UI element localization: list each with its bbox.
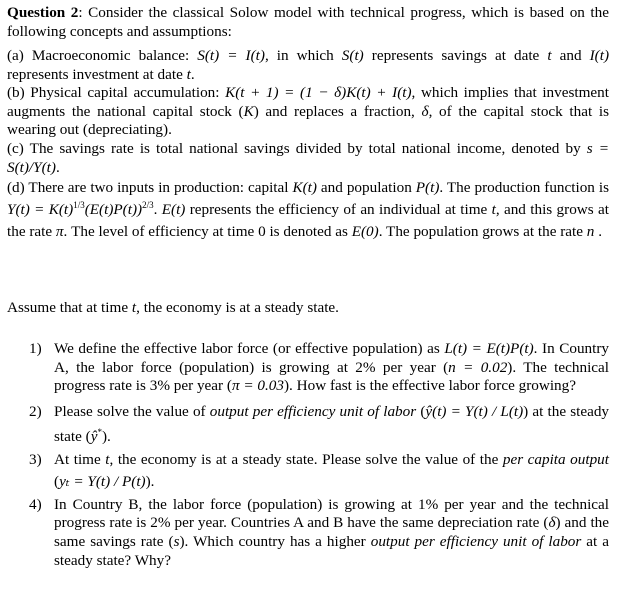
question-number: 2) xyxy=(29,402,42,420)
question-item-1: 1) We define the effective labor force (or effective population) as L(t) = E(t)P(t). In Country A, the labor force (population) is growing at 2% per year (n = 0.02). The technical progress rate is 3% per year (π = 0.03). How fast is the effective labor force growing? xyxy=(29,340,610,395)
question-number: 3) xyxy=(29,450,42,468)
question-list xyxy=(29,340,609,570)
assumption-b: (b) Physical capital accumulation: K(t + 1) = (1 − δ)K(t) + I(t), which implies that investment augments the national capital stock (K) and replaces a fraction, δ, of the capital stock that is wearing out (depreciating). xyxy=(7,84,609,139)
question-item-2: 2) Please solve the value of output per efficiency unit of labor (ŷ(t) = Y(t) / L(t)) at the steady state (ŷ*). xyxy=(29,399,609,449)
question-item-3: 3) At time t, the economy is at a steady state. Please solve the value of the per capita output (yₜ = Y(t) / P(t)). xyxy=(29,450,609,490)
question-heading: Question 2 xyxy=(7,4,79,21)
assumption-c: (c) The savings rate is total national savings divided by total national income, denoted by s = S(t)/Y(t). xyxy=(7,140,609,176)
question-number: 4) xyxy=(29,495,42,513)
question-item-4: 4) In Country B, the labor force (population) is growing at 1% per year and the technical progress rate is 2% per year. Countries A and B have the same depreciation rate (δ) and the same savings rate (s). Which country has a higher output per efficiency unit of labor at a steady state? Why? xyxy=(29,495,609,569)
steady-state-note: Assume that at time t, the economy is at a steady state. xyxy=(7,299,339,316)
assumption-a: (a) Macroeconomic balance: S(t) = I(t), in which S(t) represents savings at date t and I(t) represents investment at date t. xyxy=(7,47,610,83)
assumption-d: (d) There are two inputs in production: capital K(t) and population P(t). The production function is $Y(t) = K(t)^{1/3}(E(t)P(t))^{2/3}$. E(t) represents the efficiency of an individual at time t, and this grows at the rate π. The level of efficiency at time 0 is denoted as E(0). The population grows at the rate n . xyxy=(7,179,610,240)
question-intro xyxy=(7,4,609,41)
production-function: $Y(t) = K(t)^{1/3}(E(t)P(t))^{2/3}$ xyxy=(7,200,154,218)
question-intro-text: : Consider the classical Solow model with technical progress, which is based on the following concepts and assumptions: xyxy=(7,4,609,40)
question-number: 1) xyxy=(29,340,42,357)
